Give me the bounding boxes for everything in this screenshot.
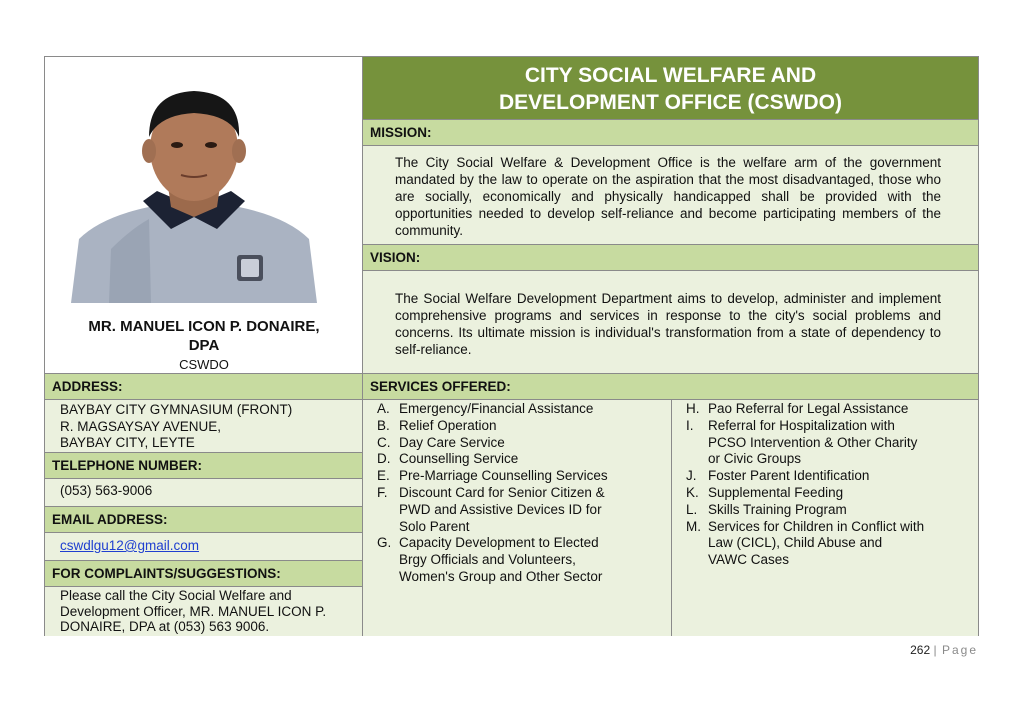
address-line1: BAYBAY CITY GYMNASIUM (FRONT) (60, 402, 293, 417)
right-column (363, 57, 978, 635)
vision-label: VISION: (370, 250, 421, 265)
officer-name (45, 317, 363, 355)
service-text-line: Supplemental Feeding (708, 484, 844, 500)
service-text-line: PCSO Intervention & Other Charity (708, 434, 918, 450)
service-letter: B. (377, 417, 390, 433)
services-header (363, 373, 978, 400)
service-item (686, 502, 978, 519)
service-letter: D. (377, 451, 391, 467)
officer-position: CSWDO (179, 357, 229, 372)
complaints-label: FOR COMPLAINTS/SUGGESTIONS: (52, 566, 281, 581)
service-text (708, 502, 847, 519)
service-item (686, 401, 978, 418)
service-letter: F. (377, 484, 388, 500)
service-text (399, 435, 505, 452)
service-text-line: Solo Parent (399, 518, 470, 534)
page-word: Page (941, 643, 978, 657)
address-body (45, 400, 362, 452)
service-text (708, 519, 924, 569)
service-text-line: Capacity Development to Elected (399, 535, 599, 551)
services-column-2 (672, 400, 978, 636)
page-footer (910, 643, 978, 657)
service-text-line: Emergency/Financial Assistance (399, 401, 594, 416)
service-item (377, 418, 671, 435)
left-column (45, 57, 363, 635)
officer-name-line2: DPA (188, 337, 220, 354)
service-text (708, 468, 869, 485)
address-line3: BAYBAY CITY, LEYTE (60, 435, 195, 450)
service-text-line: Brgy Officials and Volunteers, (399, 552, 576, 568)
complaints-body (45, 587, 362, 636)
service-letter: H. (686, 401, 700, 416)
service-letter: A. (377, 401, 390, 416)
service-letter: M. (686, 518, 701, 534)
vision-text: The Social Welfare Development Department aims to develop, administer and implement comprehensive programs and services in response to the city's social problems and concerns. Its ultimate mission is individual's transformation from a state of dependency to self-reliance. (395, 291, 941, 357)
cswdo-info-card (44, 56, 979, 636)
office-title-line1: CITY SOCIAL WELFARE AND (524, 64, 817, 87)
vision-body (363, 271, 978, 373)
service-item (377, 485, 671, 535)
service-text-line: Day Care Service (399, 434, 505, 450)
service-text (708, 418, 917, 468)
address-header (45, 373, 362, 400)
service-text-line: Pre-Marriage Counselling Services (399, 468, 608, 484)
telephone-body (45, 479, 362, 506)
service-item (686, 485, 978, 502)
service-text (708, 485, 843, 502)
service-text-line: Services for Children in Conflict with (708, 518, 925, 534)
email-body (45, 533, 362, 560)
mission-body (363, 146, 978, 244)
email-link[interactable]: cswdlgu12@gmail.com (60, 538, 200, 553)
service-text (399, 535, 602, 585)
address-label: ADDRESS: (52, 379, 123, 394)
service-item (686, 468, 978, 485)
mission-label: MISSION: (370, 125, 432, 140)
service-item (377, 535, 671, 585)
service-text (399, 451, 518, 468)
email-header (45, 506, 362, 533)
address-line2: R. MAGSAYSAY AVENUE, (60, 418, 222, 434)
service-item (377, 451, 671, 468)
service-text (399, 468, 608, 485)
mission-header (363, 119, 978, 146)
email-label: EMAIL ADDRESS: (52, 512, 168, 527)
services-list-2 (686, 401, 978, 569)
service-text (399, 418, 497, 435)
service-item (377, 435, 671, 452)
officer-photo (71, 79, 317, 303)
services-list-1 (377, 401, 671, 586)
service-item (686, 418, 978, 468)
service-letter: K. (686, 484, 699, 500)
service-letter: G. (377, 535, 392, 551)
complaints-header (45, 560, 362, 587)
service-text-line: Referral for Hospitalization with (708, 417, 895, 433)
service-text-line: Law (CICL), Child Abuse and (708, 535, 883, 551)
page-number: 262 (910, 643, 931, 657)
service-text-line: or Civic Groups (708, 451, 802, 467)
telephone-header (45, 452, 362, 479)
service-text-line: Women's Group and Other Sector (399, 568, 603, 584)
service-item (377, 468, 671, 485)
vision-header (363, 244, 978, 271)
service-item (686, 519, 978, 569)
service-text-line: Relief Operation (399, 417, 497, 433)
service-text-line: Discount Card for Senior Citizen & (399, 484, 605, 500)
service-text-line: VAWC Cases (708, 552, 790, 568)
services-column-1 (363, 400, 672, 636)
services-body (363, 400, 978, 636)
officer-name-line1: MR. MANUEL ICON P. DONAIRE, (88, 318, 320, 335)
telephone-label: TELEPHONE NUMBER: (52, 458, 203, 473)
services-label: SERVICES OFFERED: (370, 379, 511, 394)
service-text-line: Skills Training Program (708, 501, 847, 517)
page-separator: | (933, 643, 939, 657)
mission-text: The City Social Welfare & Development Office is the welfare arm of the government mandated by the law to operate on the aspiration that the most disadvantaged, those who are socially, economically and physically handicapped shall be provided with the opportunities needed to develop self-reliance and become participating members of the community. (395, 155, 941, 238)
service-text-line: Pao Referral for Legal Assistance (708, 401, 909, 416)
service-letter: E. (377, 468, 390, 484)
service-letter: C. (377, 434, 391, 450)
complaints-text: Please call the City Social Welfare and Development Officer, MR. MANUEL ICON P. DONAIRE, DPA at (053) 563 9006. (60, 588, 327, 634)
service-letter: J. (686, 468, 697, 484)
service-text (708, 401, 908, 418)
telephone-value: (053) 563-9006 (60, 483, 153, 498)
service-text (399, 401, 593, 418)
office-title-line2: DEVELOPMENT OFFICE (CSWDO) (499, 91, 842, 114)
service-text-line: Counselling Service (399, 451, 519, 467)
service-text-line: PWD and Assistive Devices ID for (399, 501, 602, 517)
service-text-line: Foster Parent Identification (708, 468, 870, 484)
service-letter: I. (686, 417, 694, 433)
service-letter: L. (686, 501, 698, 517)
office-title (363, 57, 978, 119)
service-text (399, 485, 605, 535)
service-item (377, 401, 671, 418)
